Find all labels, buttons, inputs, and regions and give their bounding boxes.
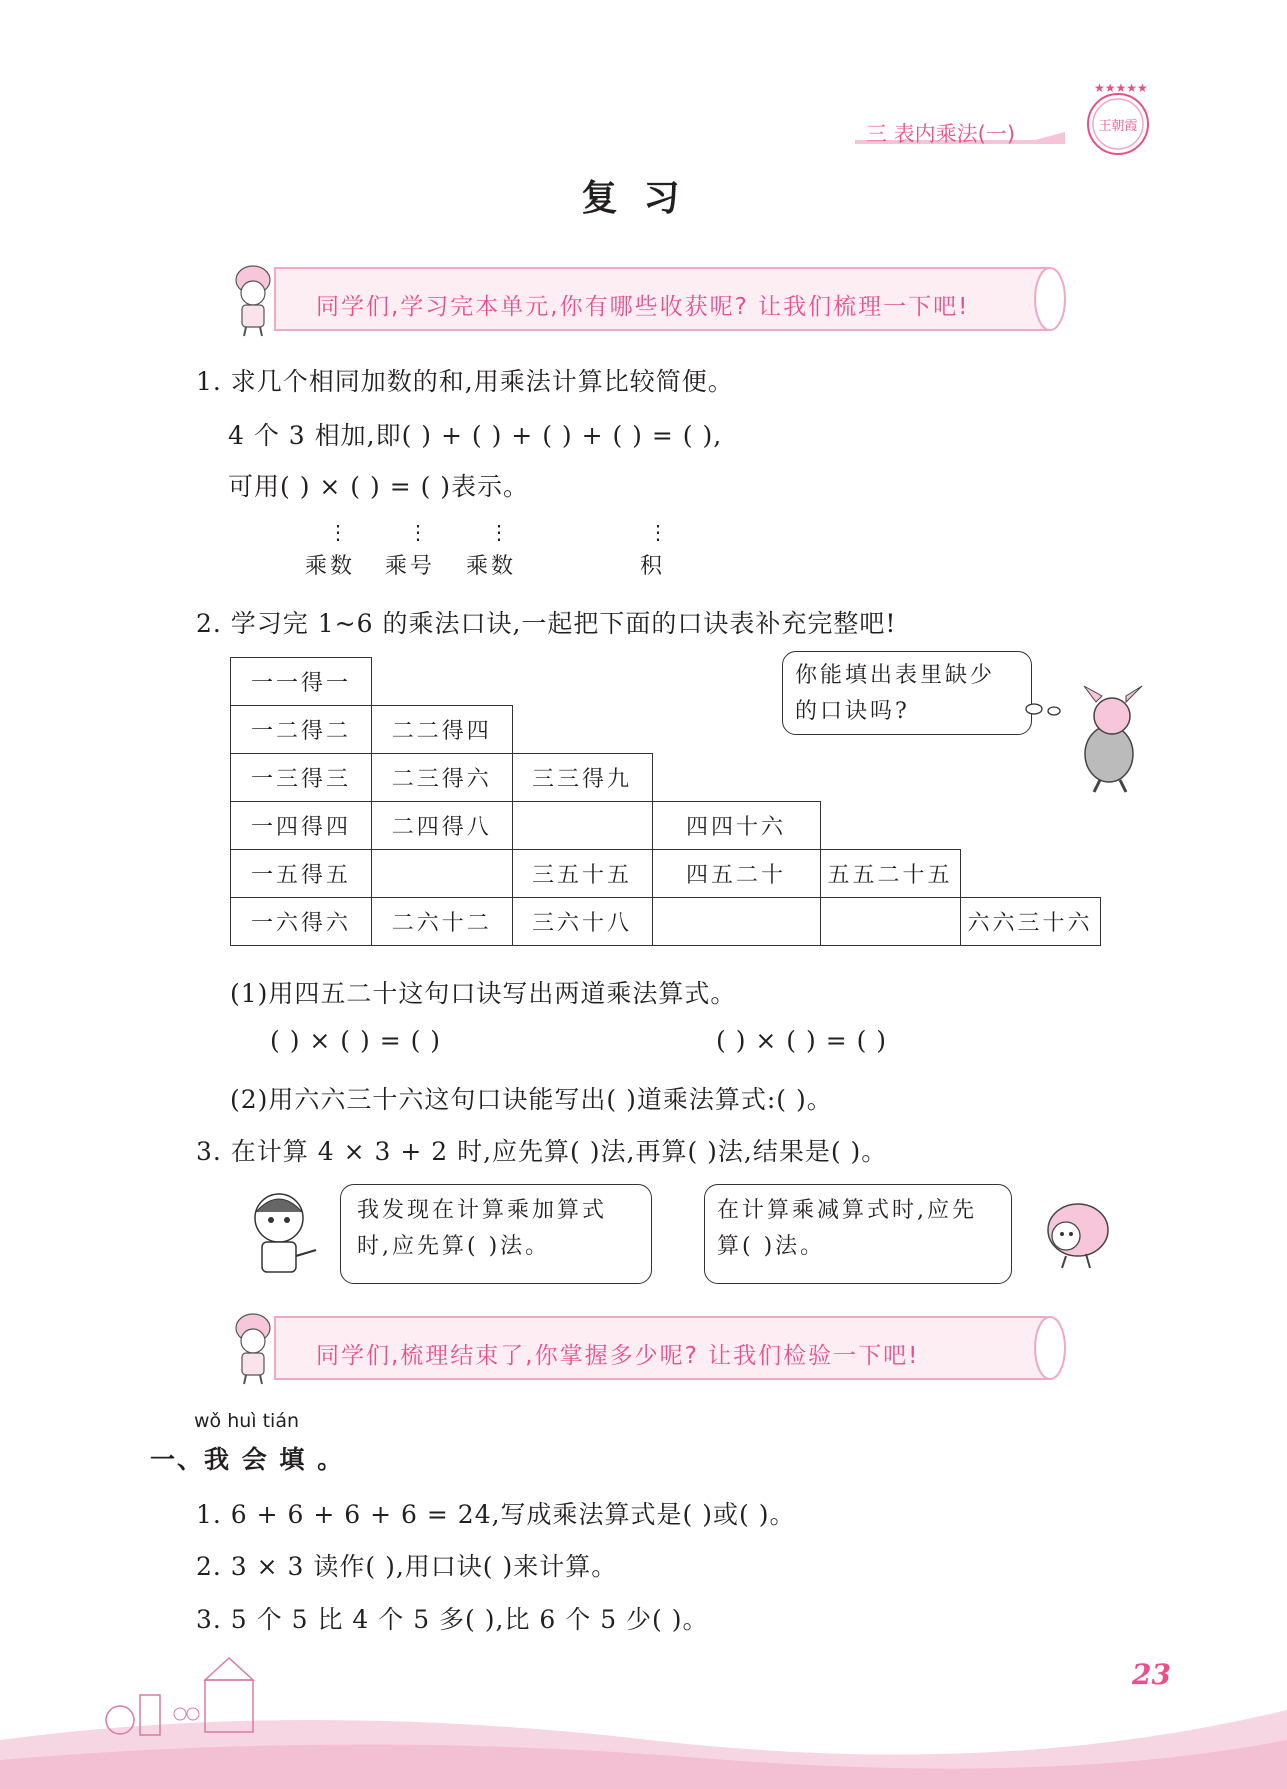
chapter-label: 三 表内乘法(一) [866, 122, 1016, 146]
fill-item-1[interactable]: 1. 6 + 6 + 6 + 6 = 24,写成乘法算式是( )或( )。 [196, 1500, 796, 1529]
q2-sub2[interactable]: (2)用六六三十六这句口诀能写出( )道乘法算式:( )。 [230, 1085, 833, 1114]
boy-with-cap-icon [228, 258, 278, 338]
hedgehog-icon [1036, 1190, 1112, 1274]
table-cell: 二四得八 [372, 802, 513, 850]
dots-1: ⋮ [328, 520, 348, 544]
speech-bubble-table-hint [782, 651, 1032, 735]
table-cell-blank[interactable] [652, 898, 820, 946]
banner-bottom-text: 同学们,梳理结束了,你掌握多少呢? 让我们检验一下吧! [316, 1343, 920, 1369]
fill-item-3[interactable]: 3. 5 个 5 比 4 个 5 多( ),比 6 个 5 少( )。 [196, 1605, 709, 1634]
thought-dots-icon [1024, 697, 1066, 719]
q2-sub1: (1)用四五二十这句口诀写出两道乘法算式。 [230, 979, 737, 1008]
table-cell: 五五二十五 [820, 850, 960, 898]
table-cell: 二三得六 [372, 754, 513, 802]
table-cell: 一二得二 [231, 706, 372, 754]
section-heading: 一、我 会 填 。 [150, 1445, 345, 1474]
cartoon-creature-icon [1064, 682, 1154, 794]
q1-multiplication-line: 可用( ) × ( ) = ( )表示。 [228, 472, 530, 501]
boy-student-icon [244, 1186, 324, 1278]
dots-4: ⋮ [648, 520, 668, 544]
fill-item-2[interactable]: 2. 3 × 3 读作( ),用口诀( )来计算。 [196, 1552, 618, 1581]
page-number: 23 [1132, 1658, 1171, 1691]
boy-with-cap-icon [228, 1306, 278, 1386]
page-title: 复习 [581, 177, 706, 219]
bubble-line: 你能填出表里缺少 [795, 663, 996, 688]
dots-2: ⋮ [408, 520, 428, 544]
table-cell: 二二得四 [372, 706, 513, 754]
speech-bubble-left [340, 1184, 652, 1284]
bubble-line: 我发现在计算乘加算式 [357, 1198, 608, 1223]
table-cell: 一五得五 [231, 850, 372, 898]
brand-badge-logo [1078, 80, 1158, 160]
section-pinyin: wǒ huì tián [194, 1410, 300, 1432]
svg-text:★★★★★: ★★★★★ [1094, 81, 1148, 95]
table-cell-blank[interactable] [512, 802, 652, 850]
table-cell: 三五十五 [512, 850, 652, 898]
label-multiplier-2: 乘数 [466, 554, 517, 579]
q2-sub1-blanks-b[interactable]: ( ) × ( ) = ( ) [716, 1026, 888, 1055]
q3-statement[interactable]: 3. 在计算 4 × 3 + 2 时,应先算( )法,再算( )法,结果是( )。 [196, 1137, 888, 1166]
table-cell: 二六十二 [372, 898, 513, 946]
footer-decoration [0, 1640, 1287, 1789]
bubble-line[interactable]: 时,应先算( )法。 [357, 1234, 551, 1259]
table-cell: 六六三十六 [960, 898, 1100, 946]
table-cell: 四四十六 [652, 802, 820, 850]
table-cell-blank[interactable] [820, 898, 960, 946]
bubble-line: 的口诀吗? [795, 699, 910, 724]
q2-statement: 2. 学习完 1~6 的乘法口诀,一起把下面的口诀表补充完整吧! [196, 609, 897, 638]
bubble-line[interactable]: 算( )法。 [717, 1234, 826, 1259]
table-cell: 一四得四 [231, 802, 372, 850]
table-cell-blank[interactable] [372, 850, 513, 898]
speech-bubble-right [704, 1184, 1012, 1284]
dots-3: ⋮ [489, 520, 509, 544]
bubble-line: 在计算乘减算式时,应先 [717, 1198, 977, 1223]
q1-addition-line: 4 个 3 相加,即( ) + ( ) + ( ) + ( ) = ( ), [228, 421, 723, 450]
svg-text:王朝霞: 王朝霞 [1098, 119, 1138, 134]
banner-top-text: 同学们,学习完本单元,你有哪些收获呢? 让我们梳理一下吧! [316, 294, 970, 320]
table-cell: 三三得九 [512, 754, 652, 802]
label-multiplier-1: 乘数 [305, 554, 356, 579]
table-cell: 一三得三 [231, 754, 372, 802]
q2-sub1-blanks-a[interactable]: ( ) × ( ) = ( ) [270, 1026, 442, 1055]
label-product: 积 [640, 554, 666, 579]
q1-statement: 1. 求几个相同加数的和,用乘法计算比较简便。 [196, 367, 734, 396]
table-cell: 三六十八 [512, 898, 652, 946]
label-times-sign: 乘号 [385, 554, 436, 579]
table-cell: 一一得一 [231, 658, 372, 706]
table-cell: 一六得六 [231, 898, 372, 946]
table-cell: 四五二十 [652, 850, 820, 898]
